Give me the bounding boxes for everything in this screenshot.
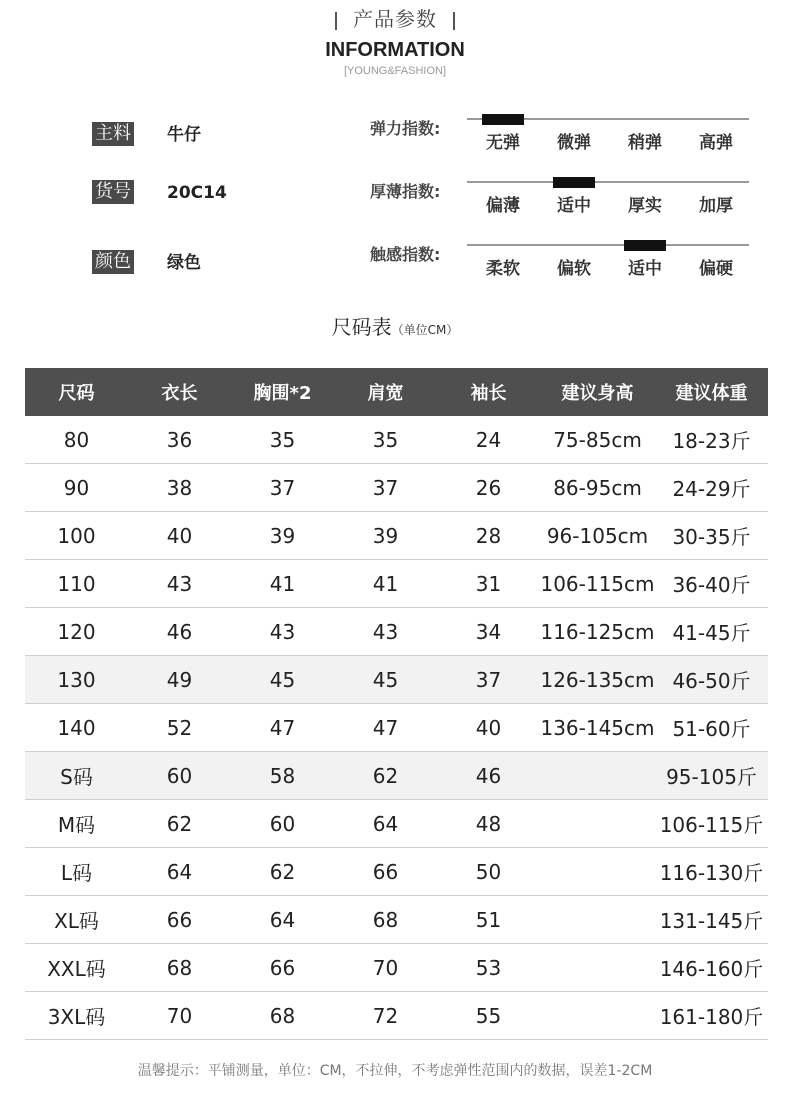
table-cell: 51 [437, 896, 540, 944]
scale-line [467, 181, 749, 183]
table-cell [540, 992, 655, 1040]
spec-row-color [92, 250, 292, 278]
cn-title [0, 6, 790, 32]
table-cell: S码 [25, 752, 128, 800]
table-cell: L码 [25, 848, 128, 896]
spec-key: 主料 [92, 122, 134, 146]
table-cell: 41 [334, 560, 437, 608]
table-cell: 66 [128, 896, 231, 944]
table-cell: 28 [437, 512, 540, 560]
info-header [0, 0, 790, 78]
table-cell: 40 [437, 704, 540, 752]
scale-option: 偏软 [557, 259, 591, 279]
table-cell: 72 [334, 992, 437, 1040]
table-cell: 75-85cm [540, 416, 655, 464]
table-cell: 90 [25, 464, 128, 512]
scale-label: 弹力指数: [370, 119, 441, 138]
scale-row [370, 118, 760, 168]
table-cell: 55 [437, 992, 540, 1040]
en-title: INFORMATION [325, 39, 465, 61]
table-cell: 52 [128, 704, 231, 752]
table-cell: 62 [334, 752, 437, 800]
table-cell: 146-160斤 [655, 944, 768, 992]
table-cell: 43 [128, 560, 231, 608]
table-cell: 140 [25, 704, 128, 752]
size-table-header-row [25, 368, 768, 416]
scale-selected-marker [553, 177, 595, 188]
scale-option: 无弹 [486, 133, 520, 153]
scale-option: 加厚 [699, 196, 733, 216]
en-subtitle: [YOUNG&FASHION] [343, 65, 447, 77]
title-divider-right [453, 12, 455, 30]
table-cell: 35 [231, 416, 334, 464]
table-cell: 46 [437, 752, 540, 800]
table-cell [540, 848, 655, 896]
table-cell: M码 [25, 800, 128, 848]
spec-key: 颜色 [92, 250, 134, 274]
size-table-header-cell: 胸围*2 [231, 368, 334, 416]
table-cell: XL码 [25, 896, 128, 944]
size-table-title-text: 尺码表 [331, 315, 392, 339]
table-cell: 36-40斤 [655, 560, 768, 608]
table-cell [540, 800, 655, 848]
table-cell: 131-145斤 [655, 896, 768, 944]
size-table-header-cell: 建议体重 [655, 368, 768, 416]
table-cell: 43 [334, 608, 437, 656]
spec-row-material [92, 122, 292, 150]
table-cell: 116-125cm [540, 608, 655, 656]
table-cell: 66 [334, 848, 437, 896]
table-cell: 110 [25, 560, 128, 608]
table-cell: 39 [334, 512, 437, 560]
table-row [25, 464, 768, 512]
table-cell: 41 [231, 560, 334, 608]
footer-note: 温馨提示：平铺测量，单位：CM，不拉伸，不考虑弹性范围内的数据，误差1-2CM [137, 1063, 653, 1079]
table-cell: 26 [437, 464, 540, 512]
table-cell: 120 [25, 608, 128, 656]
spec-value: 牛仔 [167, 125, 201, 145]
table-cell: 58 [231, 752, 334, 800]
table-cell: 45 [334, 656, 437, 704]
table-cell: 37 [437, 656, 540, 704]
table-cell: 37 [334, 464, 437, 512]
size-table-unit: （单位CM） [391, 323, 459, 337]
table-row [25, 416, 768, 464]
scale-selected-marker [624, 240, 666, 251]
table-cell: 47 [231, 704, 334, 752]
scale-option: 高弹 [699, 133, 733, 153]
table-cell: 24 [437, 416, 540, 464]
table-cell: 60 [231, 800, 334, 848]
table-cell: 43 [231, 608, 334, 656]
table-row [25, 944, 768, 992]
table-cell: 70 [128, 992, 231, 1040]
size-table [25, 368, 768, 1040]
table-cell: 95-105斤 [655, 752, 768, 800]
table-row [25, 512, 768, 560]
spec-value: 绿色 [167, 253, 201, 273]
size-table-header-cell: 袖长 [437, 368, 540, 416]
title-divider-left [335, 12, 337, 30]
scale-line [467, 244, 749, 246]
scale-option: 微弹 [557, 133, 591, 153]
table-cell: 49 [128, 656, 231, 704]
table-cell: 53 [437, 944, 540, 992]
table-cell: 130 [25, 656, 128, 704]
table-cell: 64 [334, 800, 437, 848]
scale-row [370, 244, 760, 294]
size-table-title [0, 311, 790, 340]
scale-option: 适中 [628, 259, 662, 279]
table-cell: 70 [334, 944, 437, 992]
table-cell: 50 [437, 848, 540, 896]
table-cell: 48 [437, 800, 540, 848]
size-table-header-cell: 尺码 [25, 368, 128, 416]
table-cell: 136-145cm [540, 704, 655, 752]
size-table-header-cell: 建议身高 [540, 368, 655, 416]
table-cell [540, 944, 655, 992]
table-cell: 100 [25, 512, 128, 560]
table-cell: 60 [128, 752, 231, 800]
scale-row [370, 181, 760, 231]
table-cell: 37 [231, 464, 334, 512]
scale-option: 厚实 [628, 196, 662, 216]
table-cell: 116-130斤 [655, 848, 768, 896]
scale-option: 偏硬 [699, 259, 733, 279]
table-cell: 24-29斤 [655, 464, 768, 512]
table-row [25, 656, 768, 704]
table-cell: 106-115cm [540, 560, 655, 608]
table-row [25, 704, 768, 752]
table-cell: 30-35斤 [655, 512, 768, 560]
table-cell: 161-180斤 [655, 992, 768, 1040]
table-cell [540, 896, 655, 944]
spec-row-item-number [92, 180, 292, 208]
table-row [25, 992, 768, 1040]
size-table-body [25, 416, 768, 1040]
table-cell: 40 [128, 512, 231, 560]
scale-label: 厚薄指数: [370, 182, 441, 201]
table-cell: 62 [231, 848, 334, 896]
table-cell: 66 [231, 944, 334, 992]
table-cell: 39 [231, 512, 334, 560]
table-cell: 34 [437, 608, 540, 656]
scale-selected-marker [482, 114, 524, 125]
table-cell: 96-105cm [540, 512, 655, 560]
size-table-header-cell: 衣长 [128, 368, 231, 416]
table-cell: 41-45斤 [655, 608, 768, 656]
table-cell: 3XL码 [25, 992, 128, 1040]
table-cell: 68 [334, 896, 437, 944]
table-row [25, 896, 768, 944]
table-cell: 68 [128, 944, 231, 992]
table-cell: 68 [231, 992, 334, 1040]
table-cell: 36 [128, 416, 231, 464]
table-cell: 126-135cm [540, 656, 655, 704]
table-cell: 46-50斤 [655, 656, 768, 704]
cn-title-text: 产品参数 [353, 7, 437, 31]
table-cell: 18-23斤 [655, 416, 768, 464]
table-cell: 62 [128, 800, 231, 848]
spec-value: 20C14 [167, 183, 227, 203]
table-cell: 31 [437, 560, 540, 608]
table-row [25, 560, 768, 608]
table-row [25, 608, 768, 656]
spec-key: 货号 [92, 180, 134, 204]
scale-option: 适中 [557, 196, 591, 216]
table-cell: XXL码 [25, 944, 128, 992]
table-cell [540, 752, 655, 800]
table-cell: 35 [334, 416, 437, 464]
table-cell: 46 [128, 608, 231, 656]
table-cell: 51-60斤 [655, 704, 768, 752]
table-cell: 38 [128, 464, 231, 512]
size-table-header-cell: 肩宽 [334, 368, 437, 416]
table-cell: 47 [334, 704, 437, 752]
scale-option: 偏薄 [486, 196, 520, 216]
table-cell: 106-115斤 [655, 800, 768, 848]
table-cell: 80 [25, 416, 128, 464]
scale-option: 柔软 [486, 259, 520, 279]
scale-option: 稍弹 [628, 133, 662, 153]
table-cell: 64 [231, 896, 334, 944]
scale-label: 触感指数: [370, 245, 441, 264]
table-row [25, 800, 768, 848]
table-row [25, 848, 768, 896]
table-cell: 86-95cm [540, 464, 655, 512]
table-cell: 45 [231, 656, 334, 704]
table-row [25, 752, 768, 800]
table-cell: 64 [128, 848, 231, 896]
